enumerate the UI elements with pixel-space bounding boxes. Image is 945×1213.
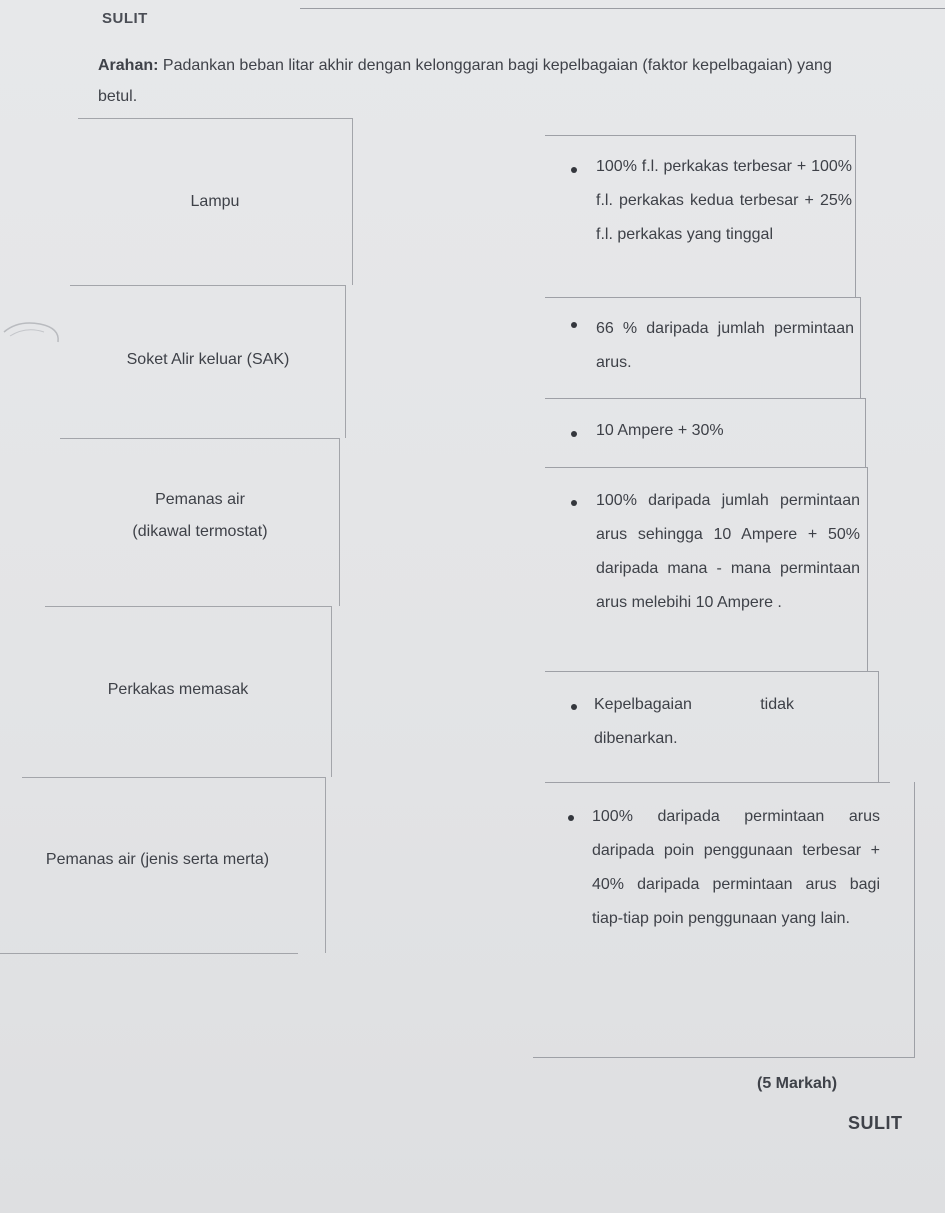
diversity-option-5: Kepelbagaian tidak dibenarkan. (594, 696, 794, 747)
header-rule (300, 8, 945, 9)
instruction (98, 50, 868, 112)
load-item-sak: Soket Alir keluar (SAK) (126, 351, 290, 368)
diversity-option-6: 100% daripada permintaan arus daripada poin penggunaan terbesar + 40% daripada permintaan arus bagi tiap-tiap poin penggunaan yang lain. (592, 808, 880, 927)
load-item-pemanas-termostat: Pemanas air (155, 491, 245, 508)
bullet-3 (571, 431, 577, 437)
bullet-4 (571, 500, 577, 506)
load-item-pemanas-serta-merta: Pemanas air (jenis serta merta) (45, 851, 270, 868)
load-item-perkakas-memasak: Perkakas memasak (107, 681, 249, 698)
bullet-6 (568, 815, 574, 821)
classification-label-top: SULIT (102, 10, 148, 27)
bullet-1 (571, 167, 577, 173)
load-item-lampu: Lampu (190, 193, 240, 210)
bullet-5 (571, 704, 577, 710)
marks-label: (5 Markah) (757, 1075, 838, 1092)
load-item-pemanas-termostat-note: (dikawal termostat) (132, 523, 268, 540)
diversity-option-2: 66 % daripada jumlah permintaan arus. (596, 320, 854, 371)
bullet-2 (571, 322, 577, 328)
instruction-text: Padankan beban litar akhir dengan kelonggaran bagi kepelbagaian (faktor kepelbagaian) yang betul. (98, 57, 832, 105)
classification-label-bottom: SULIT (848, 1113, 903, 1133)
diversity-option-1: 100% f.l. perkakas terbesar + 100% f.l. perkakas kedua terbesar + 25% f.l. perkakas yang tinggal (596, 158, 852, 243)
pencil-mark-icon (0, 310, 70, 370)
diversity-option-3: 10 Ampere + 30% (596, 422, 724, 439)
instruction-label: Arahan: (98, 57, 159, 74)
diversity-option-4: 100% daripada jumlah permintaan arus sehingga 10 Ampere + 50% daripada mana - mana permintaan arus melebihi 10 Ampere . (596, 492, 860, 611)
